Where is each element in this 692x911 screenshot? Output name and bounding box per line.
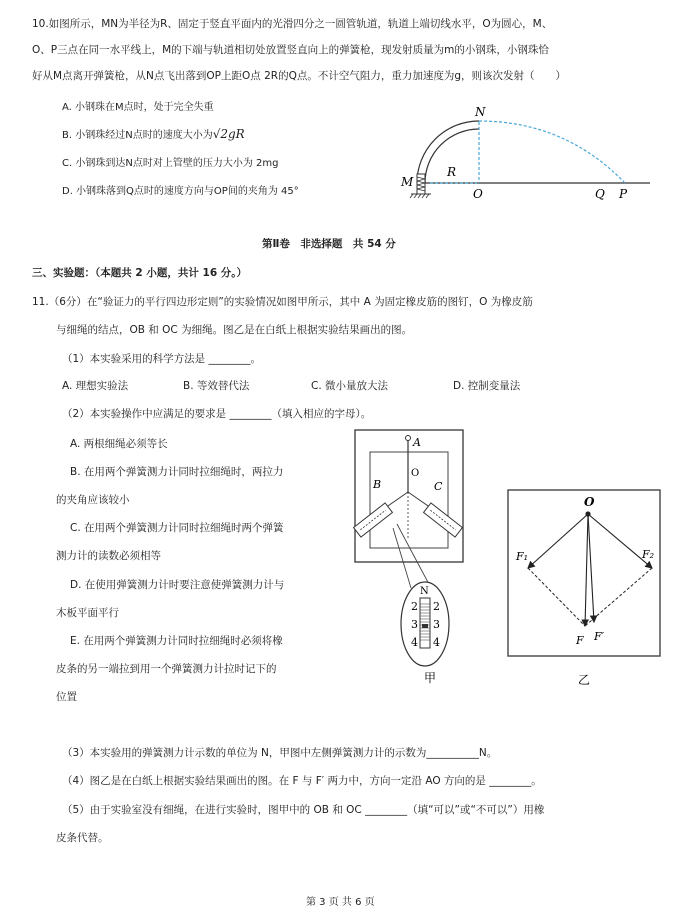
q11-sub-5-line2: 皮条代替。 bbox=[56, 832, 109, 844]
label-c: C bbox=[434, 480, 443, 493]
label-f-prime: F′ bbox=[594, 630, 605, 643]
scale-left-4: 4 bbox=[411, 636, 418, 649]
q11-sub-2-option-c-line2: 测力计的读数必须相等 bbox=[56, 550, 161, 562]
scale-pointer bbox=[422, 624, 428, 628]
q11-line-1: 11.（6分）在“验证力的平行四边形定则”的实验情况如图甲所示，其中 A 为固定橡皮筋的图钉，O 为橡皮筋 bbox=[32, 296, 533, 308]
label-m: M bbox=[401, 175, 414, 189]
q10-figure bbox=[395, 100, 655, 205]
label-o: O bbox=[473, 187, 483, 201]
label-unit-n: N bbox=[420, 586, 429, 597]
pin-a bbox=[406, 436, 411, 441]
figure-jia bbox=[345, 428, 470, 688]
q10-option-b-formula: √2gR bbox=[212, 127, 245, 141]
trajectory-dashed-curve bbox=[479, 121, 625, 183]
label-b: B bbox=[373, 478, 382, 491]
q11-sub-1: （1）本实验采用的科学方法是 ________。 bbox=[62, 353, 262, 365]
caption-jia: 甲 bbox=[424, 671, 437, 685]
q11-sub-4: （4）图乙是在白纸上根据实验结果画出的图。在 F 与 F′ 两力中，方向一定沿 AO 方向的是 ________。 bbox=[62, 775, 542, 787]
q11-sub-2-option-b-line1: B. 在用两个弹簧测力计同时拉细绳时，两拉力 bbox=[70, 466, 284, 478]
q11-sub-2-option-e-line2: 皮条的另一端拉到用一个弹簧测力计拉时记下的 bbox=[56, 663, 277, 675]
q11-sub-1-option-d: D. 控制变量法 bbox=[453, 380, 521, 392]
label-n: N bbox=[475, 105, 486, 119]
q11-sub-2-option-c-line1: C. 在用两个弹簧测力计同时拉细绳时两个弹簧 bbox=[70, 522, 284, 534]
q11-sub-3: （3）本实验用的弹簧测力计示数的单位为 N，甲图中左侧弹簧测力计的示数为__________N。 bbox=[62, 747, 498, 759]
label-f2: F₂ bbox=[642, 548, 655, 561]
q11-sub-1-option-b: B. 等效替代法 bbox=[183, 380, 250, 392]
label-f1: F₁ bbox=[516, 550, 529, 563]
q10-option-d: D. 小钢珠落到Q点时的速度方向与OP间的夹角为 45° bbox=[62, 186, 299, 197]
scale-right-4: 4 bbox=[433, 636, 440, 649]
q11-sub-2-option-e-line3: 位置 bbox=[56, 691, 77, 703]
section-title: 第Ⅱ卷 非选择题 共 54 分 bbox=[262, 238, 396, 250]
q11-sub-2-option-a: A. 两根细绳必须等长 bbox=[70, 438, 168, 450]
ground-hatch bbox=[410, 194, 429, 198]
q11-sub-2-option-d-line1: D. 在使用弹簧测力计时要注意使弹簧测力计与 bbox=[70, 579, 285, 591]
scale-left-3: 3 bbox=[411, 618, 418, 631]
q11-sub-2-option-d-line2: 木板平面平行 bbox=[56, 607, 119, 619]
label-q: Q bbox=[595, 187, 605, 201]
q10-option-b bbox=[62, 126, 245, 141]
part-three-heading: 三、实验题：（本题共 2 小题，共计 16 分。） bbox=[32, 267, 248, 279]
q10-line-2: O、P三点在同一水平线上，M的下端与轨道相切处放置竖直向上的弹簧枪，现发射质量为m的小钢珠，小钢珠恰 bbox=[32, 44, 549, 56]
scale-right-2: 2 bbox=[433, 600, 440, 613]
q10-line-1: 10.如图所示，MN为半径为R、固定于竖直平面内的光滑四分之一圆管轨道，轨道上端切线水平，O为圆心，M、 bbox=[32, 18, 553, 30]
label-o-yi: O bbox=[584, 495, 595, 509]
caption-yi: 乙 bbox=[578, 673, 591, 687]
label-r: R bbox=[447, 165, 457, 179]
q11-sub-2-option-e-line1: E. 在用两个弹簧测力计同时拉细绳时必须将橡 bbox=[70, 635, 283, 647]
label-a: A bbox=[413, 436, 421, 449]
label-f: F bbox=[576, 634, 584, 647]
label-o-jia: O bbox=[411, 468, 420, 479]
figure-yi-frame bbox=[508, 490, 660, 656]
q11-sub-1-option-c: C. 微小量放大法 bbox=[311, 380, 389, 392]
q10-option-b-text: B. 小钢珠经过N点时的速度大小为 bbox=[62, 130, 213, 141]
board-outer-frame bbox=[355, 430, 463, 562]
scale-right-3: 3 bbox=[433, 618, 440, 631]
page-footer: 第 3 页 共 6 页 bbox=[306, 897, 375, 908]
q11-line-2: 与细绳的结点，OB 和 OC 为细绳。图乙是在白纸上根据实验结果画出的图。 bbox=[56, 324, 413, 336]
q10-option-c: C. 小钢珠到达N点时对上管壁的压力大小为 2mg bbox=[62, 158, 279, 169]
q11-sub-2-option-b-line2: 的夹角应该较小 bbox=[56, 494, 130, 506]
q10-option-a: A. 小钢珠在M点时，处于完全失重 bbox=[62, 102, 214, 113]
q11-sub-1-option-a: A. 理想实验法 bbox=[62, 380, 129, 392]
figure-yi bbox=[506, 488, 662, 688]
scale-tube bbox=[420, 598, 430, 648]
scale-left-2: 2 bbox=[411, 600, 418, 613]
q11-sub-5-line1: （5）由于实验室没有细绳，在进行实验时，图甲中的 OB 和 OC ________（填“可以”或“不可以”）用橡 bbox=[62, 804, 545, 816]
label-p: P bbox=[619, 187, 628, 201]
q11-sub-2: （2）本实验操作中应满足的要求是 ________（填入相应的字母）。 bbox=[62, 408, 372, 420]
q10-line-3: 好从M点离开弹簧枪，从N点飞出落到OP上距O点 2R的Q点。不计空气阻力，重力加速度为g，则该次发射（ ） bbox=[32, 70, 567, 82]
